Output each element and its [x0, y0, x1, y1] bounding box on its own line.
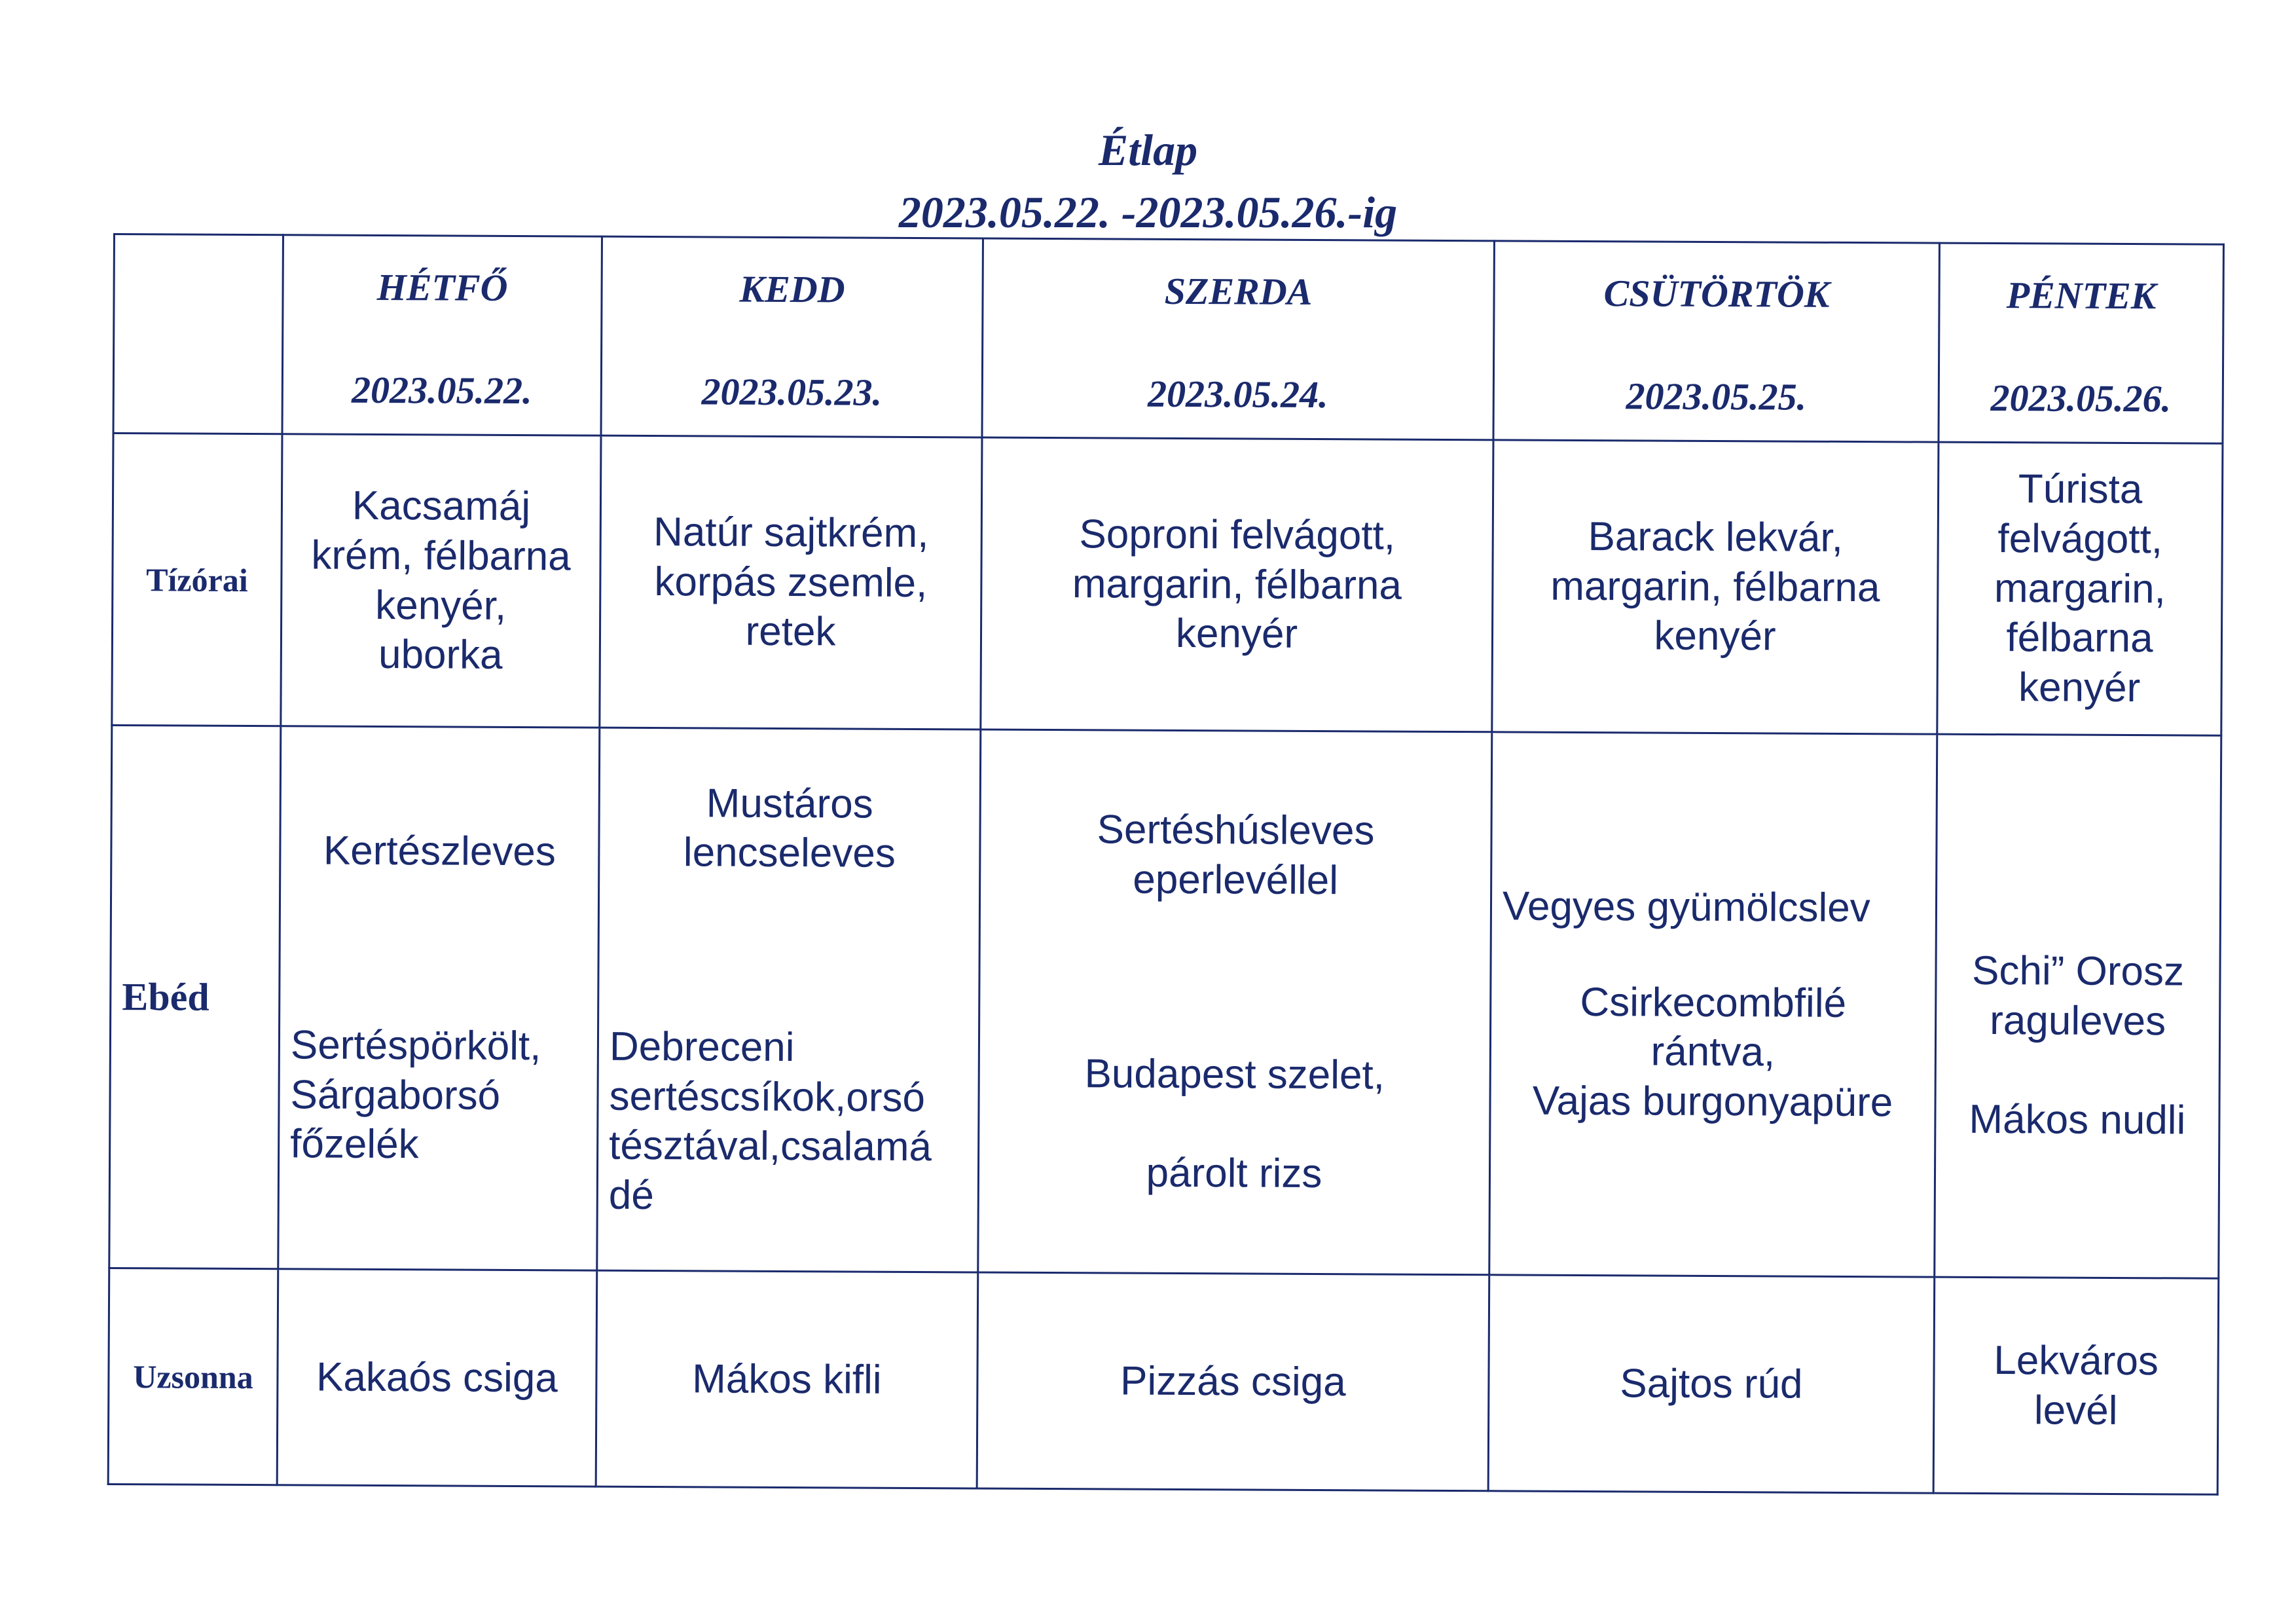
tizorai-monday: Kacsamáj krém, félbarna kenyér, uborka — [281, 434, 601, 728]
meal-label-uzsonna: Uzsonna — [108, 1268, 278, 1485]
day-header-thursday — [1493, 241, 1939, 442]
day-name: PÉNTEK — [2006, 273, 2157, 317]
day-header-monday — [282, 235, 602, 435]
day-header-friday — [1939, 243, 2223, 443]
tizorai-tuesday: Natúr sajtkrém, korpás zsemle, retek — [600, 435, 982, 729]
ebed-soup: Sertéshúsleves eperlevéllel — [1097, 807, 1375, 904]
day-name: SZERDA — [1164, 269, 1313, 313]
ebed-soup: Vegyes gyümölcslev — [1502, 883, 1870, 931]
day-date: 2023.05.25. — [1626, 374, 1807, 418]
uzsonna-tuesday: Mákos kifli — [596, 1270, 978, 1488]
weekly-menu-table — [107, 233, 2225, 1496]
ebed-row — [109, 725, 2221, 1278]
page-title: Étlap — [1098, 125, 1198, 175]
tizorai-friday: Túrista felvágott, margarin, félbarna kenyér — [1937, 442, 2223, 735]
tizorai-row — [112, 434, 2223, 736]
day-date: 2023.05.26. — [1990, 376, 2172, 420]
day-name: CSÜTÖRTÖK — [1603, 271, 1830, 316]
ebed-main: Schi” Orosz raguleves Mákos nudli — [1969, 948, 2186, 1143]
tizorai-thursday: Barack lekvár, margarin, félbarna kenyér — [1492, 440, 1939, 734]
ebed-main: Budapest szelet, párolt rizs — [1084, 1051, 1385, 1197]
tizorai-wednesday: Soproni felvágott, margarin, félbarna kenyér — [981, 437, 1493, 732]
ebed-monday — [278, 726, 600, 1271]
uzsonna-friday: Lekváros levél — [1933, 1277, 2219, 1494]
meal-label-ebed: Ebéd — [109, 725, 281, 1269]
corner-cell — [113, 234, 283, 434]
day-name: HÉTFŐ — [376, 265, 508, 309]
meal-label-tizorai: Tízórai — [112, 434, 282, 726]
day-header-tuesday — [601, 236, 983, 437]
day-header-wednesday — [982, 238, 1494, 440]
ebed-soup: Mustáros lencseleves — [683, 781, 896, 877]
day-date: 2023.05.22. — [351, 368, 532, 412]
uzsonna-monday: Kakaós csiga — [277, 1269, 597, 1486]
ebed-tuesday — [597, 728, 981, 1272]
ebed-main: Sertéspörkölt, Sárgaborsó főzelék — [290, 1022, 541, 1168]
day-date: 2023.05.23. — [701, 369, 883, 414]
ebed-main: Csirkecombfilé rántva, Vajas burgonyapüre — [1532, 979, 1893, 1126]
date-range: 2023.05.22. -2023.05.26.-ig — [898, 187, 1398, 237]
uzsonna-thursday: Sajtos rúd — [1488, 1275, 1935, 1493]
uzsonna-row — [108, 1268, 2219, 1495]
ebed-main: Debreceni sertéscsíkok,orsó tésztával,csalamá dé — [608, 1024, 932, 1219]
header-row — [113, 234, 2223, 444]
day-name: KEDD — [739, 267, 845, 310]
day-date: 2023.05.24. — [1147, 372, 1328, 416]
ebed-soup: Kertészleves — [323, 828, 556, 875]
uzsonna-wednesday: Pizzás csiga — [977, 1272, 1489, 1491]
ebed-wednesday — [978, 729, 1492, 1275]
ebed-friday — [1935, 734, 2221, 1278]
ebed-thursday — [1489, 732, 1937, 1278]
